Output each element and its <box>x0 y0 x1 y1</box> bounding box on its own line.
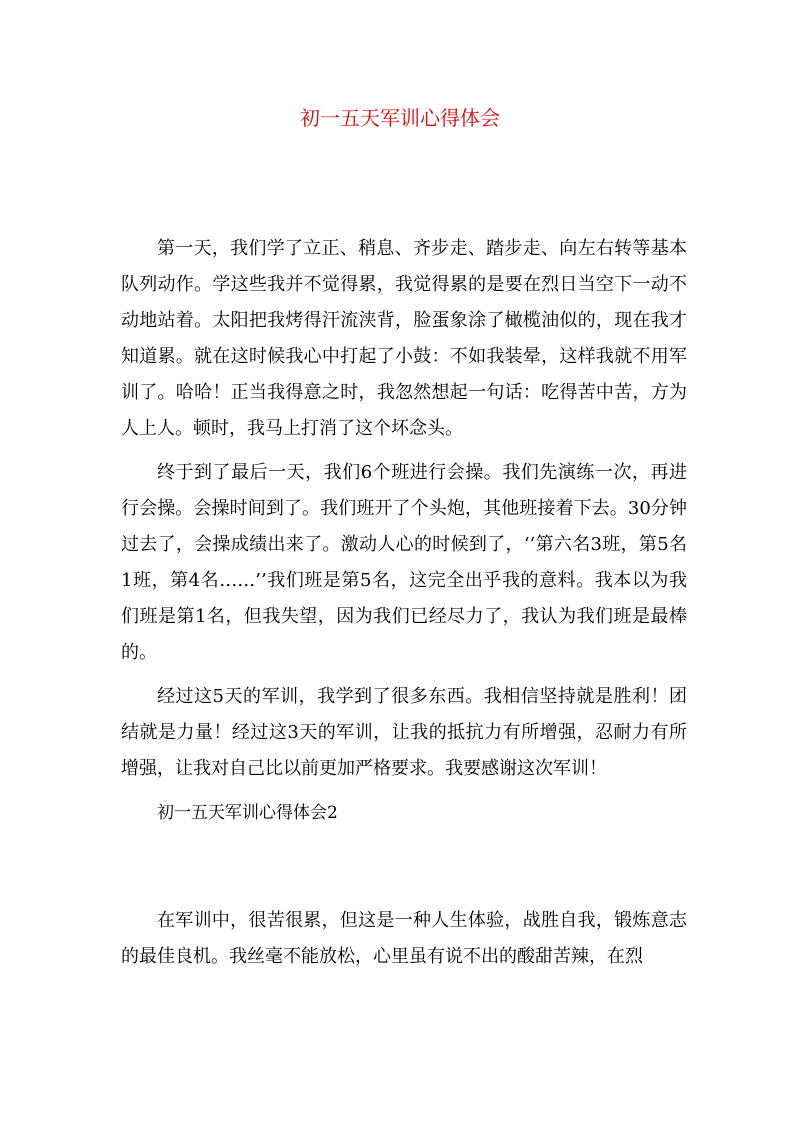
paragraph-2: 终于到了最后一天，我们6个班进行会操。我们先演练一次，再进行会操。会操时间到了。我们班开了个头炮，其他班接着下去。30分钟过去了，会操成绩出来了。激动人心的时候到了，‘‘第六名3班，第5名1班，第4名……’’我们班是第5名，这完全出乎我的意料。我本以为我们班是第1名，但我失望，因为我们已经尽力了，我认为我们班是最棒的。 <box>121 462 687 663</box>
section-spacer <box>121 831 687 903</box>
paragraph-4: 在军训中，很苦很累，但这是一种人生体验，战胜自我，锻炼意志的最佳良机。我丝毫不能放松，心里虽有说不出的酸甜苦辣，在烈 <box>121 910 687 967</box>
paragraph-1: 第一天，我们学了立正、稍息、齐步走、踏步走、向左右转等基本队列动作。学这些我并不觉得累，我觉得累的是要在烈日当空下一动不动地站着。太阳把我烤得汗流浃背，脸蛋象涂了橄榄油似的，现在我才知道累。就在这时候我心中打起了小鼓：不如我装晕，这样我就不用军训了。哈哈！正当我得意之时，我忽然想起一句话：吃得苦中苦，方为人上人。顿时，我马上打消了这个坏念头。 <box>121 238 687 439</box>
document-body <box>121 231 687 983</box>
document-title: 初一五天军训心得体会 <box>300 106 500 130</box>
paragraph-3: 经过这5天的军训，我学到了很多东西。我相信坚持就是胜利！团结就是力量！经过这3天的军训，让我的抵抗力有所增强，忍耐力有所增强，让我对自己比以前更加严格要求。我要感谢这次军训！ <box>121 686 687 779</box>
section-subheading: 初一五天军训心得体会2 <box>157 803 338 823</box>
